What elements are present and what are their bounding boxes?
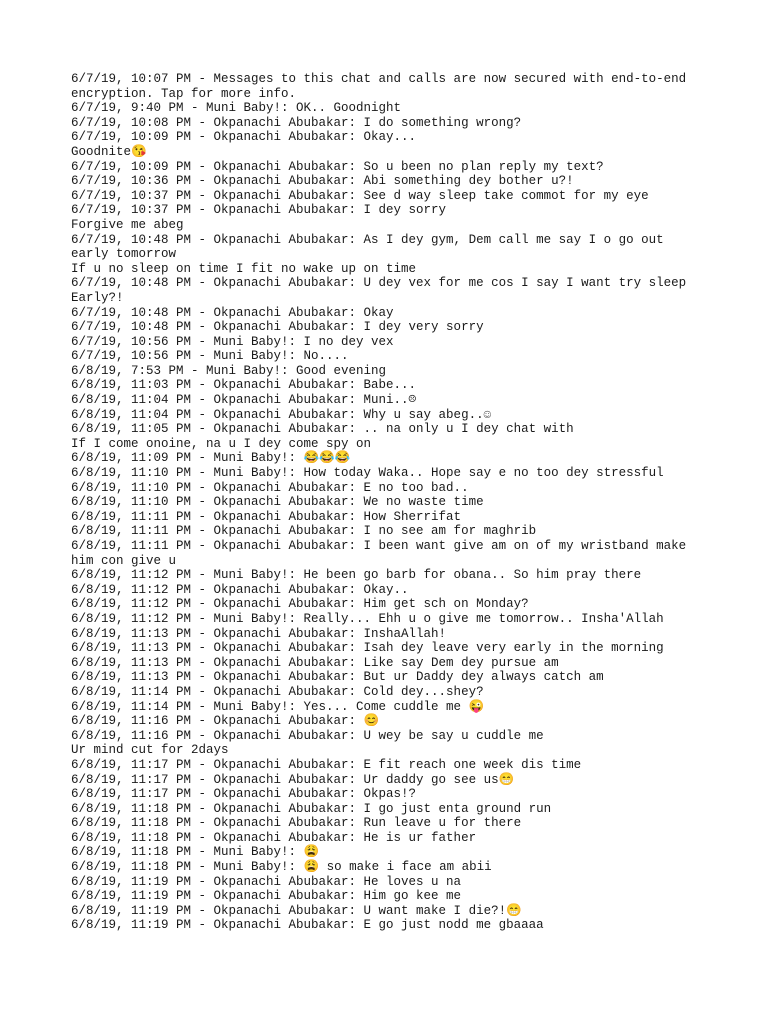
transcript-line: 6/8/19, 11:12 PM - Okpanachi Abubakar: Okay.. xyxy=(71,582,409,597)
transcript-line: Forgive me abeg xyxy=(71,217,184,232)
transcript-line: 6/8/19, 11:16 PM - Okpanachi Abubakar: 😊 xyxy=(71,714,380,729)
transcript-line: Early?! xyxy=(71,290,124,305)
transcript-line: Goodnite😘 xyxy=(71,144,147,159)
transcript-line: 6/8/19, 11:05 PM - Okpanachi Abubakar: .. na only u I dey chat with xyxy=(71,422,574,437)
transcript-line: 6/8/19, 11:18 PM - Okpanachi Abubakar: Run leave u for there xyxy=(71,816,522,831)
transcript-line: 6/7/19, 10:09 PM - Okpanachi Abubakar: So u been no plan reply my text? xyxy=(71,159,604,174)
transcript-line: 6/8/19, 11:17 PM - Okpanachi Abubakar: Okpas!? xyxy=(71,787,417,802)
transcript-line: 6/8/19, 11:19 PM - Okpanachi Abubakar: E go just nodd me gbaaaa xyxy=(71,918,544,933)
transcript-line: 6/7/19, 10:56 PM - Muni Baby!: No.... xyxy=(71,349,349,364)
transcript-line: 6/8/19, 11:12 PM - Muni Baby!: He been go barb for obana.. So him pray there xyxy=(71,568,642,583)
transcript-line: 6/8/19, 7:53 PM - Muni Baby!: Good evening xyxy=(71,363,387,378)
transcript-line: encryption. Tap for more info. xyxy=(71,86,297,101)
transcript-line: 6/7/19, 10:36 PM - Okpanachi Abubakar: Abi something dey bother u?! xyxy=(71,174,574,189)
transcript-line: 6/8/19, 11:18 PM - Muni Baby!: 😩 xyxy=(71,845,320,860)
transcript-line: 6/8/19, 11:11 PM - Okpanachi Abubakar: I been want give am on of my wristband make xyxy=(71,539,687,553)
transcript-line: 6/7/19, 10:48 PM - Okpanachi Abubakar: U dey vex for me cos I say I want try sleep xyxy=(71,276,687,291)
transcript-line: 6/7/19, 10:48 PM - Okpanachi Abubakar: Okay xyxy=(71,305,394,320)
transcript-line: 6/8/19, 11:03 PM - Okpanachi Abubakar: Babe... xyxy=(71,378,417,393)
transcript-line: 6/8/19, 11:19 PM - Okpanachi Abubakar: He loves u na xyxy=(71,874,462,889)
transcript-line: 6/7/19, 10:48 PM - Okpanachi Abubakar: As I dey gym, Dem call me say I o go out xyxy=(71,232,664,247)
transcript-line: him con give u xyxy=(71,553,177,568)
transcript-line: early tomorrow xyxy=(71,247,177,262)
transcript-line: 6/8/19, 11:13 PM - Okpanachi Abubakar: Isah dey leave very early in the morning xyxy=(71,641,664,656)
transcript-line: If u no sleep on time I fit no wake up on time xyxy=(71,261,417,276)
transcript-line: 6/8/19, 11:17 PM - Okpanachi Abubakar: E fit reach one week dis time xyxy=(71,757,582,772)
transcript-line: 6/8/19, 11:18 PM - Okpanachi Abubakar: He is ur father xyxy=(71,830,477,845)
transcript-line: 6/8/19, 11:14 PM - Okpanachi Abubakar: Cold dey...shey? xyxy=(71,684,484,699)
transcript-line: 6/8/19, 11:13 PM - Okpanachi Abubakar: But ur Daddy dey always catch am xyxy=(71,670,604,685)
transcript-line: 6/7/19, 10:48 PM - Okpanachi Abubakar: I dey very sorry xyxy=(71,320,484,335)
transcript-line: 6/8/19, 11:14 PM - Muni Baby!: Yes... Come cuddle me 😜 xyxy=(71,699,485,714)
transcript-line: 6/7/19, 10:08 PM - Okpanachi Abubakar: I do something wrong? xyxy=(71,115,522,130)
transcript-line: Ur mind cut for 2days xyxy=(71,743,229,758)
transcript-line: 6/7/19, 10:37 PM - Okpanachi Abubakar: I dey sorry xyxy=(71,203,447,218)
transcript-line: 6/8/19, 11:19 PM - Okpanachi Abubakar: Him go kee me xyxy=(71,889,462,904)
transcript-line: 6/8/19, 11:04 PM - Okpanachi Abubakar: Muni..☹ xyxy=(71,393,417,408)
transcript-line: 6/8/19, 11:11 PM - Okpanachi Abubakar: I no see am for maghrib xyxy=(71,524,537,539)
transcript-line: 6/8/19, 11:13 PM - Okpanachi Abubakar: InshaAllah! xyxy=(71,626,447,641)
transcript-line: 6/8/19, 11:18 PM - Okpanachi Abubakar: I go just enta ground run xyxy=(71,801,552,816)
transcript-line: 6/7/19, 10:07 PM - Messages to this chat and calls are now secured with end-to-end xyxy=(71,72,687,86)
transcript-line: 6/8/19, 11:10 PM - Muni Baby!: How today Waka.. Hope say e no too dey stressful xyxy=(71,466,664,481)
transcript-line: 6/8/19, 11:10 PM - Okpanachi Abubakar: E no too bad.. xyxy=(71,480,469,495)
transcript-line: 6/8/19, 11:04 PM - Okpanachi Abubakar: Why u say abeg..☺ xyxy=(71,407,492,422)
transcript-line: 6/7/19, 10:37 PM - Okpanachi Abubakar: See d way sleep take commot for my eye xyxy=(71,188,649,203)
transcript-line: 6/8/19, 11:19 PM - Okpanachi Abubakar: U want make I die?!😁 xyxy=(71,903,522,918)
transcript-line: 6/8/19, 11:12 PM - Okpanachi Abubakar: Him get sch on Monday? xyxy=(71,597,529,612)
transcript-line: 6/8/19, 11:10 PM - Okpanachi Abubakar: We no waste time xyxy=(71,495,484,510)
transcript-line: 6/7/19, 9:40 PM - Muni Baby!: OK.. Goodnight xyxy=(71,101,402,116)
transcript-line: If I come onoine, na u I dey come spy on xyxy=(71,436,372,451)
transcript-line: 6/8/19, 11:09 PM - Muni Baby!: 😂😂😂 xyxy=(71,451,351,466)
transcript-line: 6/8/19, 11:16 PM - Okpanachi Abubakar: U wey be say u cuddle me xyxy=(71,728,544,743)
transcript-line: 6/7/19, 10:56 PM - Muni Baby!: I no dey vex xyxy=(71,334,394,349)
transcript-line: 6/8/19, 11:12 PM - Muni Baby!: Really... Ehh u o give me tomorrow.. Insha'Allah xyxy=(71,611,664,626)
transcript-line: 6/8/19, 11:13 PM - Okpanachi Abubakar: Like say Dem dey pursue am xyxy=(71,655,559,670)
transcript-line: 6/8/19, 11:17 PM - Okpanachi Abubakar: Ur daddy go see us😁 xyxy=(71,772,515,787)
transcript-line: 6/7/19, 10:09 PM - Okpanachi Abubakar: Okay... xyxy=(71,130,417,145)
transcript-line: 6/8/19, 11:18 PM - Muni Baby!: 😩 so make i face am abii xyxy=(71,860,492,875)
chat-transcript xyxy=(71,72,691,933)
transcript-line: 6/8/19, 11:11 PM - Okpanachi Abubakar: How Sherrifat xyxy=(71,509,462,524)
